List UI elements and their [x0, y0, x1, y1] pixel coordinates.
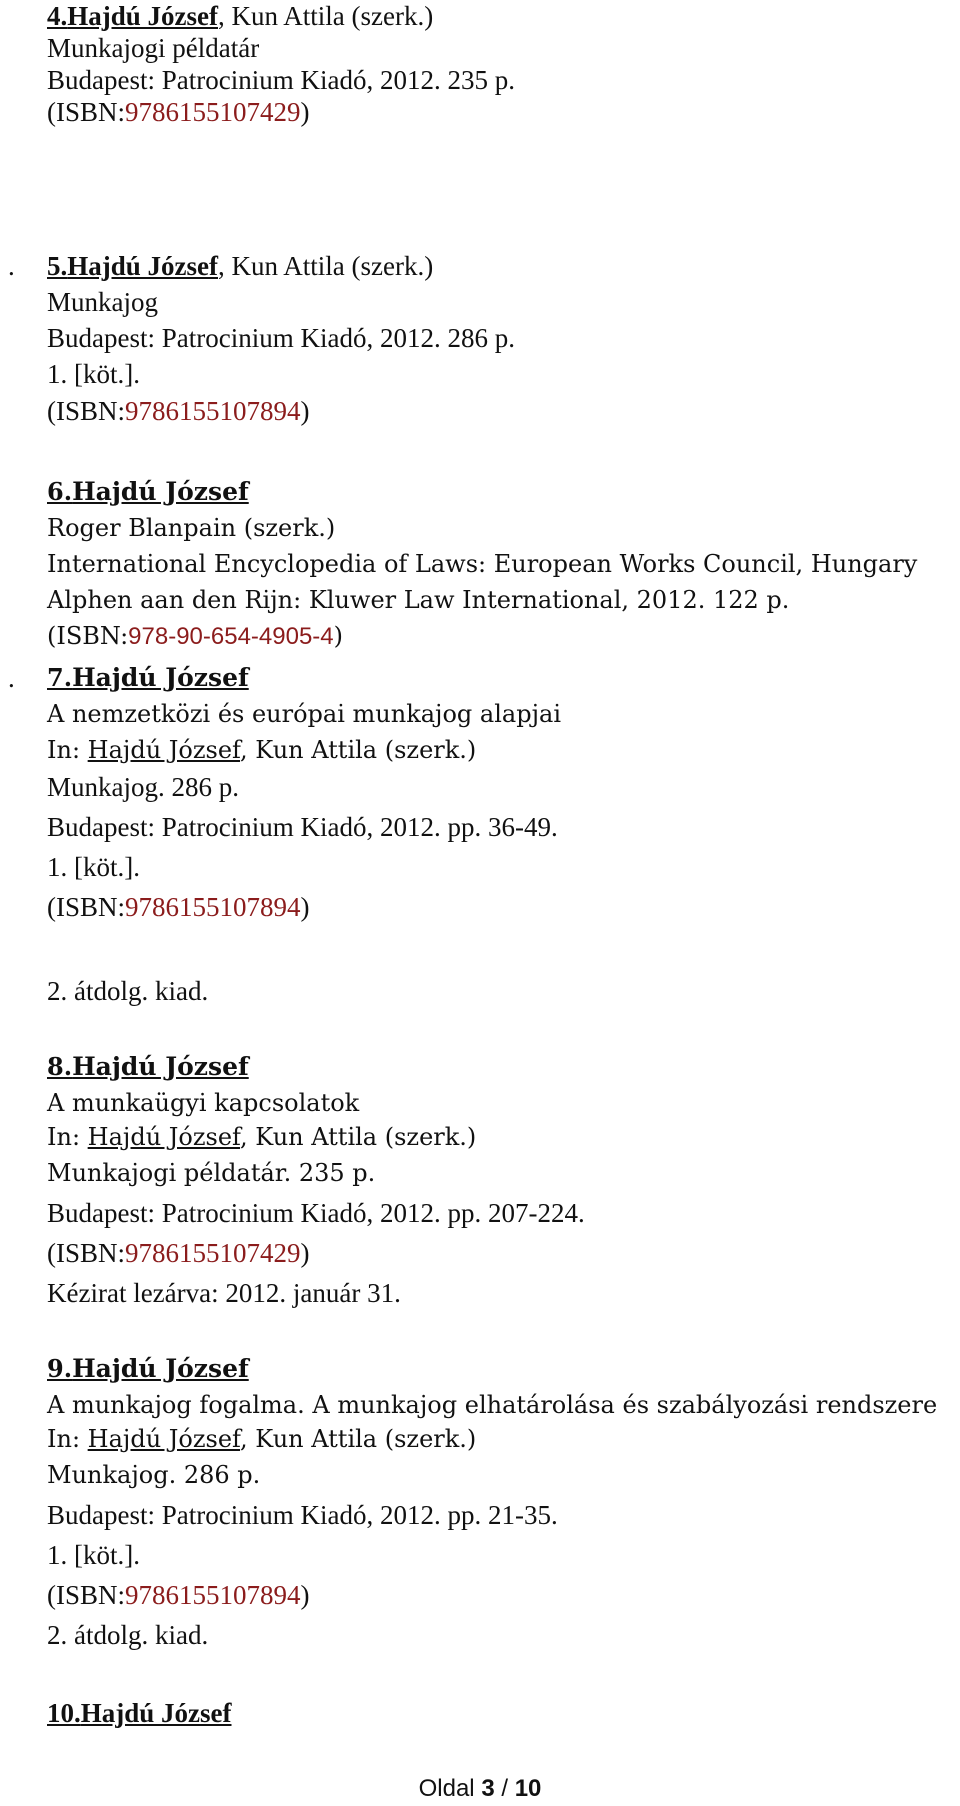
entry-8-note: Kézirat lezárva: 2012. január 31.	[47, 1278, 401, 1308]
coauthors: , Kun Attila (szerk.)	[218, 251, 434, 281]
entry-7-edition: 2. átdolg. kiad.	[47, 976, 209, 1006]
isbn-value: 9786155107894	[125, 1580, 301, 1610]
entry-9-isbn	[47, 1579, 310, 1611]
in-prefix: In:	[47, 1425, 88, 1453]
entry-7-in	[47, 734, 476, 766]
author-name: Hajdú József	[72, 663, 249, 692]
in-author-link[interactable]: Hajdú József	[87, 736, 241, 764]
coauthors: , Kun Attila (szerk.)	[218, 1, 434, 31]
isbn-label: (ISBN:	[47, 622, 129, 650]
entry-6-heading	[47, 476, 249, 508]
entry-7-isbn	[47, 891, 310, 923]
entry-7-volume: 1. [köt.].	[47, 852, 140, 882]
entry-8-isbn	[47, 1237, 310, 1269]
in-author-link[interactable]: Hajdú József	[87, 1123, 241, 1151]
entry-5-dot: .	[8, 251, 15, 281]
isbn-value: 9786155107894	[125, 396, 301, 426]
entry-5-volume: 1. [köt.].	[47, 359, 140, 389]
isbn-value: 978-90-654-4905-4	[128, 623, 334, 650]
page-footer	[0, 1775, 960, 1803]
isbn-close: )	[300, 1238, 310, 1268]
entry-7-book: Munkajog. 286 p.	[47, 772, 239, 802]
entry-number: 6.	[47, 477, 73, 506]
entry-9-heading	[47, 1353, 249, 1385]
isbn-value: 9786155107894	[125, 892, 301, 922]
isbn-label: (ISBN:	[47, 892, 126, 922]
entry-8-book: Munkajogi példatár. 235 p.	[47, 1159, 376, 1187]
entry-7-heading	[47, 662, 249, 694]
isbn-label: (ISBN:	[47, 396, 126, 426]
entry-8-heading	[47, 1051, 249, 1083]
footer-separator: /	[494, 1775, 515, 1802]
entry-7-dot: .	[8, 663, 15, 693]
in-rest: , Kun Attila (szerk.)	[240, 1123, 477, 1151]
author-name: Hajdú József	[72, 1354, 249, 1383]
entry-4-isbn	[47, 96, 310, 128]
entry-4-title: Munkajogi példatár	[47, 33, 260, 63]
isbn-close: )	[300, 97, 310, 127]
isbn-value: 9786155107429	[125, 1238, 301, 1268]
entry-number: 4.	[47, 1, 68, 31]
entry-5-title: Munkajog	[47, 287, 158, 317]
isbn-value: 9786155107429	[125, 97, 301, 127]
entry-7-title: A nemzetközi és európai munkajog alapjai	[47, 700, 562, 728]
entry-6-isbn	[47, 620, 343, 653]
entry-number: 9.	[47, 1354, 73, 1383]
entry-5-isbn	[47, 395, 310, 427]
in-prefix: In:	[47, 1123, 88, 1151]
entry-9-edition: 2. átdolg. kiad.	[47, 1620, 209, 1650]
author-name: Hajdú József	[80, 1698, 232, 1728]
isbn-label: (ISBN:	[47, 97, 126, 127]
page-number: 3	[481, 1775, 495, 1802]
entry-6-publisher: Alphen aan den Rijn: Kluwer Law International, 2012. 122 p.	[47, 586, 790, 614]
entry-9-book: Munkajog. 286 p.	[47, 1461, 261, 1489]
entry-9-title: A munkajog fogalma. A munkajog elhatárolása és szabályozási rendszere	[47, 1391, 938, 1419]
entry-number: 5.	[47, 251, 68, 281]
in-rest: , Kun Attila (szerk.)	[240, 1425, 477, 1453]
isbn-label: (ISBN:	[47, 1580, 126, 1610]
entry-4-publisher: Budapest: Patrocinium Kiadó, 2012. 235 p.	[47, 65, 515, 95]
in-prefix: In:	[47, 736, 88, 764]
footer-label: Oldal	[418, 1775, 482, 1802]
in-author-link[interactable]: Hajdú József	[87, 1425, 241, 1453]
entry-number: 7.	[47, 663, 73, 692]
isbn-close: )	[333, 622, 344, 650]
entry-9-volume: 1. [köt.].	[47, 1540, 140, 1570]
entry-5-publisher: Budapest: Patrocinium Kiadó, 2012. 286 p.	[47, 323, 515, 353]
isbn-label: (ISBN:	[47, 1238, 126, 1268]
author-name: Hajdú József	[67, 1, 218, 31]
entry-7-publisher: Budapest: Patrocinium Kiadó, 2012. pp. 36-49.	[47, 812, 558, 842]
entry-10-heading	[47, 1697, 232, 1729]
entry-5-heading	[47, 250, 433, 282]
entry-number: 8.	[47, 1052, 73, 1081]
isbn-close: )	[300, 1580, 310, 1610]
isbn-close: )	[300, 396, 310, 426]
entry-8-publisher: Budapest: Patrocinium Kiadó, 2012. pp. 207-224.	[47, 1198, 585, 1228]
author-name: Hajdú József	[67, 251, 218, 281]
entry-4-heading	[47, 0, 433, 32]
entry-8-in	[47, 1121, 476, 1153]
author-name: Hajdú József	[72, 1052, 249, 1081]
page-total: 10	[514, 1775, 542, 1802]
entry-8-title: A munkaügyi kapcsolatok	[47, 1089, 360, 1117]
isbn-close: )	[300, 892, 310, 922]
entry-6-title: International Encyclopedia of Laws: European Works Council, Hungary	[47, 550, 918, 578]
entry-number: 10.	[47, 1698, 81, 1728]
entry-9-publisher: Budapest: Patrocinium Kiadó, 2012. pp. 21-35.	[47, 1500, 558, 1530]
in-rest: , Kun Attila (szerk.)	[240, 736, 477, 764]
entry-6-editor: Roger Blanpain (szerk.)	[47, 514, 336, 542]
author-name: Hajdú József	[72, 477, 249, 506]
entry-9-in	[47, 1423, 476, 1455]
